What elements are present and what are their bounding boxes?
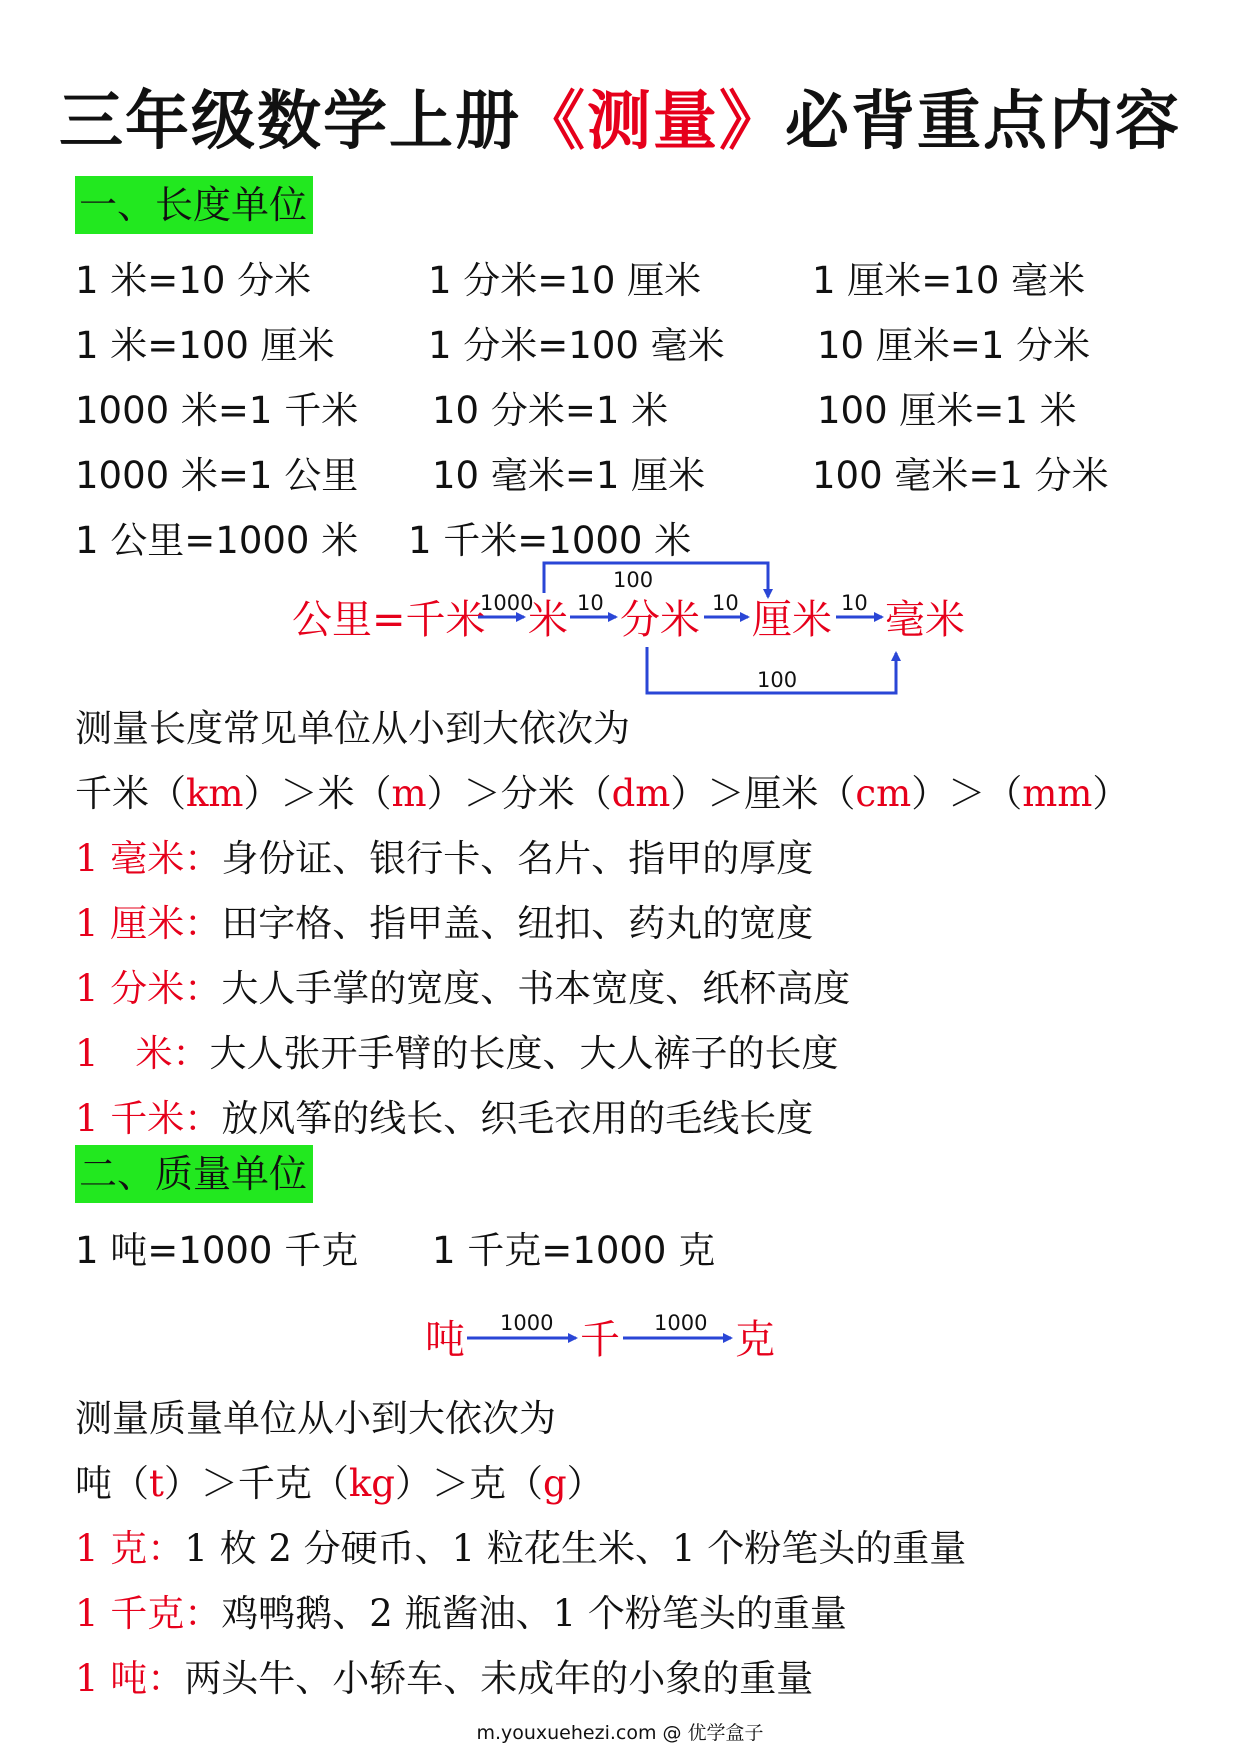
example-unit: 1 千克：: [75, 1592, 222, 1635]
length-unit-cm: 厘米: [752, 597, 832, 643]
mass-unit-kg: 千: [580, 1317, 620, 1363]
length-unit-dm: 分米: [620, 597, 700, 643]
length-unit-km: 公里=千米: [292, 597, 486, 643]
step-label: 10: [712, 591, 739, 615]
length-fact: 1 米=100 厘米: [75, 324, 335, 367]
mass-order: 吨（t）＞千克（kg）＞克（g）: [75, 1462, 604, 1505]
length-example: 1 厘米：田字格、指甲盖、纽扣、药丸的宽度: [75, 902, 814, 945]
step-label: 1000: [654, 1311, 708, 1335]
length-fact: 10 毫米=1 厘米: [432, 454, 706, 497]
length-order: 千米（km）＞米（m）＞分米（dm）＞厘米（cm）＞（mm）: [75, 772, 1130, 815]
length-example: 1 米：大人张开手臂的长度、大人裤子的长度: [75, 1032, 839, 1075]
step-label: 1000: [500, 1311, 554, 1335]
section-heading-length: 一、长度单位: [75, 176, 313, 234]
length-fact: 1000 米=1 公里: [75, 454, 359, 497]
length-fact: 1 分米=10 厘米: [428, 259, 702, 302]
example-unit: 1 千米：: [75, 1097, 222, 1140]
length-fact: 1 千米=1000 米: [408, 519, 692, 562]
mass-order-intro: 测量质量单位从小到大依次为: [75, 1397, 556, 1440]
length-fact: 1 公里=1000 米: [75, 519, 359, 562]
length-example: 1 毫米：身份证、银行卡、名片、指甲的厚度: [75, 837, 814, 880]
step-label: 10: [841, 591, 868, 615]
unit-abbr: mm: [1022, 772, 1093, 815]
unit-abbr: t: [149, 1462, 164, 1505]
mass-example: 1 克：1 枚 2 分硬币、1 粒花生米、1 个粉笔头的重量: [75, 1527, 967, 1570]
unit-abbr: km: [186, 772, 244, 815]
example-unit: 1 米：: [75, 1032, 210, 1075]
mass-unit-g: 克: [735, 1317, 775, 1363]
mass-fact: 1 千克=1000 克: [432, 1229, 716, 1272]
length-unit-mm: 毫米: [885, 597, 965, 643]
step-label: 10: [577, 591, 604, 615]
length-unit-m: 米: [528, 597, 568, 643]
example-unit: 1 吨：: [75, 1657, 185, 1700]
skip-label-bottom: 100: [757, 668, 798, 692]
mass-example: 1 千克：鸡鸭鹅、2 瓶酱油、1 个粉笔头的重量: [75, 1592, 847, 1635]
example-unit: 1 分米：: [75, 967, 222, 1010]
mass-example: 1 吨：两头牛、小轿车、未成年的小象的重量: [75, 1657, 814, 1700]
length-fact: 1 分米=100 毫米: [428, 324, 725, 367]
page-title: 三年级数学上册《测量》必背重点内容: [59, 85, 1181, 159]
length-fact: 1 厘米=10 毫米: [812, 259, 1086, 302]
length-conversion-diagram: [0, 555, 1240, 705]
length-fact: 10 分米=1 米: [432, 389, 669, 432]
mass-fact: 1 吨=1000 千克: [75, 1229, 359, 1272]
unit-abbr: dm: [611, 772, 671, 815]
example-unit: 1 厘米：: [75, 902, 222, 945]
section-heading-mass: 二、质量单位: [75, 1145, 313, 1203]
length-order-intro: 测量长度常见单位从小到大依次为: [75, 707, 630, 750]
unit-abbr: m: [391, 772, 427, 815]
example-unit: 1 克：: [75, 1527, 185, 1570]
length-fact: 100 厘米=1 米: [817, 389, 1077, 432]
footer-source: m.youxuehezi.com @ 优学盒子: [476, 1722, 764, 1744]
length-fact: 1 米=10 分米: [75, 259, 312, 302]
length-fact: 10 厘米=1 分米: [817, 324, 1091, 367]
unit-abbr: cm: [855, 772, 912, 815]
mass-unit-t: 吨: [425, 1317, 465, 1363]
mass-conversion-diagram: [0, 1295, 1240, 1375]
title-highlight: 《测量》: [521, 85, 785, 159]
step-label: 1000: [480, 591, 534, 615]
skip-label-top: 100: [613, 568, 654, 592]
length-example: 1 千米：放风筝的线长、织毛衣用的毛线长度: [75, 1097, 814, 1140]
unit-abbr: g: [542, 1462, 567, 1505]
length-example: 1 分米：大人手掌的宽度、书本宽度、纸杯高度: [75, 967, 851, 1010]
length-fact: 1000 米=1 千米: [75, 389, 359, 432]
length-fact: 100 毫米=1 分米: [812, 454, 1109, 497]
example-unit: 1 毫米：: [75, 837, 222, 880]
unit-abbr: kg: [348, 1462, 395, 1505]
